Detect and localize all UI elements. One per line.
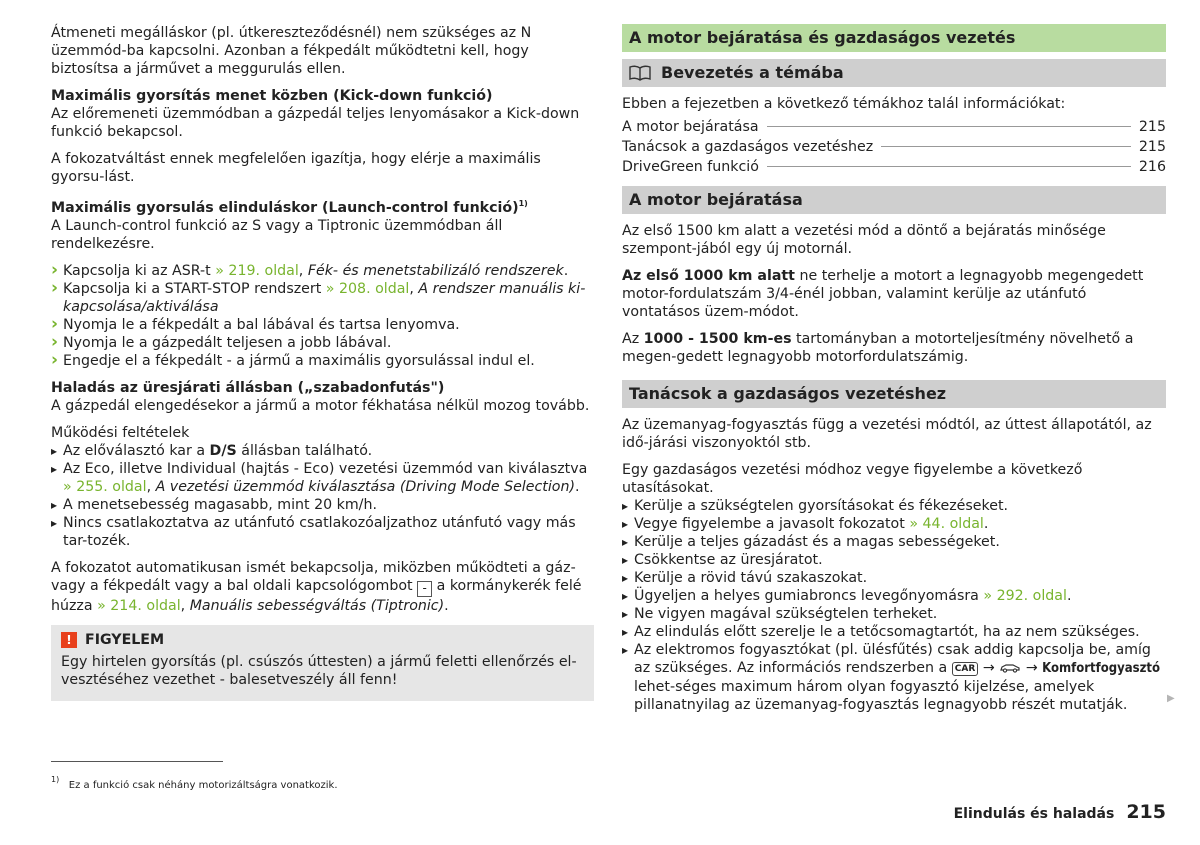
breakin-text-2: Az első 1000 km alatt ne terhelje a motort a legnagyobb megengedett motor-fordulatszám 3/4-énél jobban, valamint kerülje az utánfutó vontatásos üzem-módot.	[622, 268, 1144, 320]
toc-label: A motor bejáratása	[622, 119, 759, 135]
eco-text-2: Egy gazdaságos vezetési módhoz vegye figyelembe a következő utasításokat.	[622, 462, 1083, 496]
toc-row[interactable]	[622, 118, 1166, 138]
eco-tip: ▸ Az elektromos fogyasztókat (pl. ülésfűtés) csak addig kapcsolja be, amíg az szükséges. Az információs rendszerben a CAR → → Komfortfogyasztó lehet-séges maximum három olyan fogyasztó kijelzése, amelyek pillanatnyilag az üzemanyag-fogyasztás legnagyobb részét mutatják.	[622, 641, 1166, 714]
page-link[interactable]: » 292. oldal	[983, 588, 1067, 604]
toc-label: DriveGreen funkció	[622, 159, 759, 175]
eco-text-1: Az üzemanyag-fogyasztás függ a vezetési módtól, az úttest állapotától, az idő-járási viszonyoktól stb.	[622, 417, 1152, 451]
eco-tip: ▸ Ügyeljen a helyes gumiabroncs levegőnyomásra » 292. oldal.	[622, 587, 1166, 605]
conditions-list	[51, 424, 594, 550]
toc-label: Tanácsok a gazdaságos vezetéshez	[622, 139, 874, 155]
step-item: › Engedje el a fékpedált - a jármű a maximális gyorsulással indul el.	[51, 352, 594, 370]
eco-tip: ▸ Csökkentse az üresjáratot.	[622, 551, 1166, 569]
paragraph-stop: Átmeneti megálláskor (pl. útkereszteződésnél) nem szükséges az N üzemmód-ba kapcsolni. Azonban a fékpedált működtetni kell, hogy biztosítsa a járművet a meggurulás ellen.	[51, 25, 532, 77]
toc-page: 216	[1138, 159, 1166, 175]
warning-icon: !	[61, 632, 77, 648]
eco-tip: ▸ Kerülje a rövid távú szakaszokat.	[622, 569, 1166, 587]
step-item: › Kapcsolja ki a START-STOP rendszert » 208. oldal, A rendszer manuális ki-kapcsolása/aktiválása	[51, 280, 594, 316]
intro-text: Ebben a fejezetben a következő témákhoz talál információkat:	[622, 96, 1066, 112]
toc-leader	[881, 146, 1131, 147]
toc-page: 215	[1138, 119, 1166, 135]
step-item: › Nyomja le a fékpedált a bal lábával és tartsa lenyomva.	[51, 316, 594, 334]
breakin-text-3: Az 1000 - 1500 km-es tartományban a motorteljesítmény növelhető a megen-gedett legnagyobb motorfordulatszámig.	[622, 331, 1134, 365]
paddle-minus-icon: -	[417, 581, 432, 597]
step-item: › Kapcsolja ki az ASR-t » 219. oldal, Fék- és menetstabilizáló rendszerek.	[51, 262, 594, 280]
page-link[interactable]: » 219. oldal	[215, 263, 299, 279]
page-link[interactable]: » 208. oldal	[325, 281, 410, 297]
eco-tips-list	[622, 461, 1166, 714]
section-title: A motor bejáratása és gazdaságos vezetés	[622, 24, 1166, 52]
menu-path: Komfortfogyasztó	[1042, 661, 1161, 676]
intro-title: Bevezetés a témába	[622, 59, 1166, 87]
launch-title: Maximális gyorsulás elinduláskor (Launch-control funkció)$^{1)}$	[51, 199, 528, 216]
continue-arrow-icon: ▶	[1167, 693, 1175, 704]
toc-leader	[767, 166, 1131, 167]
warning-text: Egy hirtelen gyorsítás (pl. csúszós úttesten) a jármű feletti ellenőrzés el-vesztéséhez vezethet - balesetveszély áll fenn!	[61, 654, 577, 688]
page-link[interactable]: » 44. oldal	[909, 516, 984, 532]
eco-tip: ▸ Vegye figyelembe a javasolt fokozatot » 44. oldal.	[622, 515, 1166, 533]
kickdown-text-2: A fokozatváltást ennek megfelelően igazítja, hogy elérje a maximális gyorsu-lást.	[51, 151, 541, 185]
chapter-label: Elindulás és haladás	[953, 806, 1115, 822]
condition-item: ▸ Az Eco, illetve Individual (hajtás - Eco) vezetési üzemmód van kiválasztva » 255. oldal, A vezetési üzemmód kiválasztása (Driving Mode Selection).	[51, 460, 594, 496]
coast-title: Haladás az üresjárati állásban („szabadonfutás")	[51, 380, 445, 396]
eco-title: Tanácsok a gazdaságos vezetéshez	[622, 380, 1166, 408]
auto-reengage-text: A fokozatot automatikusan ismét bekapcsolja, miközben működteti a gáz-vagy a fékpedált vagy a bal oldali kapcsológombot - a kormánykerék felé húzza » 214. oldal, Manuális sebességváltás (Tiptronic).	[51, 560, 582, 614]
breakin-title: A motor bejáratása	[622, 186, 1166, 214]
book-icon	[629, 65, 651, 81]
warning-box	[51, 625, 594, 701]
toc-leader	[767, 126, 1131, 127]
page-link[interactable]: » 255. oldal	[63, 479, 147, 495]
launch-text: A Launch-control funkció az S vagy a Tiptronic üzemmódban áll rendelkezésre.	[51, 218, 503, 252]
eco-tip: ▸ Kerülje a szükségtelen gyorsításokat és fékezéseket.	[622, 497, 1166, 515]
footnote: $^{1)}$ Ez a funkció csak néhány motorizáltságra vonatkozik.	[51, 775, 338, 791]
eco-tip: ▸ Az elindulás előtt szerelje le a tetőcsomagtartót, ha az nem szükséges.	[622, 623, 1166, 641]
coast-section	[51, 379, 594, 415]
kickdown-section	[51, 87, 594, 141]
footnote-mark: 1)	[518, 199, 528, 208]
kickdown-text: Az előremeneti üzemmódban a gázpedál teljes lenyomásakor a Kick-down funkció bekapcsol.	[51, 106, 580, 140]
kickdown-title: Maximális gyorsítás menet közben (Kick-down funkció)	[51, 88, 493, 104]
toc-page: 215	[1138, 139, 1166, 155]
footnote-divider	[51, 761, 223, 762]
left-column	[51, 24, 594, 701]
warning-title: FIGYELEM	[85, 632, 165, 648]
eco-tip: ▸ Ne vigyen magával szükségtelen terheket.	[622, 605, 1166, 623]
launch-section	[51, 195, 594, 253]
coast-text: A gázpedál elengedésekor a jármű a motor fékhatása nélkül mozog tovább.	[51, 398, 590, 414]
eco-tip: ▸ Kerülje a teljes gázadást és a magas sebességeket.	[622, 533, 1166, 551]
launch-steps	[51, 262, 594, 370]
toc-row[interactable]	[622, 138, 1166, 158]
right-column	[622, 24, 1166, 714]
page-link[interactable]: » 214. oldal	[97, 598, 181, 614]
car-settings-icon	[999, 662, 1021, 673]
breakin-text-1: Az első 1500 km alatt a vezetési mód a döntő a bejáratás minősége szempont-jából egy új motornál.	[622, 223, 1106, 257]
conditions-title: Működési feltételek	[51, 425, 190, 441]
toc	[622, 118, 1166, 178]
condition-item: ▸ A menetsebesség magasabb, mint 20 km/h.	[51, 496, 594, 514]
page-number: 215	[1126, 801, 1166, 823]
step-item: › Nyomja le a gázpedált teljesen a jobb lábával.	[51, 334, 594, 352]
page-footer	[954, 803, 1166, 823]
condition-item: ▸ Az előválasztó kar a D/S állásban található.	[51, 442, 594, 460]
car-button-icon: CAR	[952, 662, 979, 676]
condition-item: ▸ Nincs csatlakoztatva az utánfutó csatlakozóaljzathoz utánfutó vagy más tar-tozék.	[51, 514, 594, 550]
toc-row[interactable]	[622, 158, 1166, 178]
